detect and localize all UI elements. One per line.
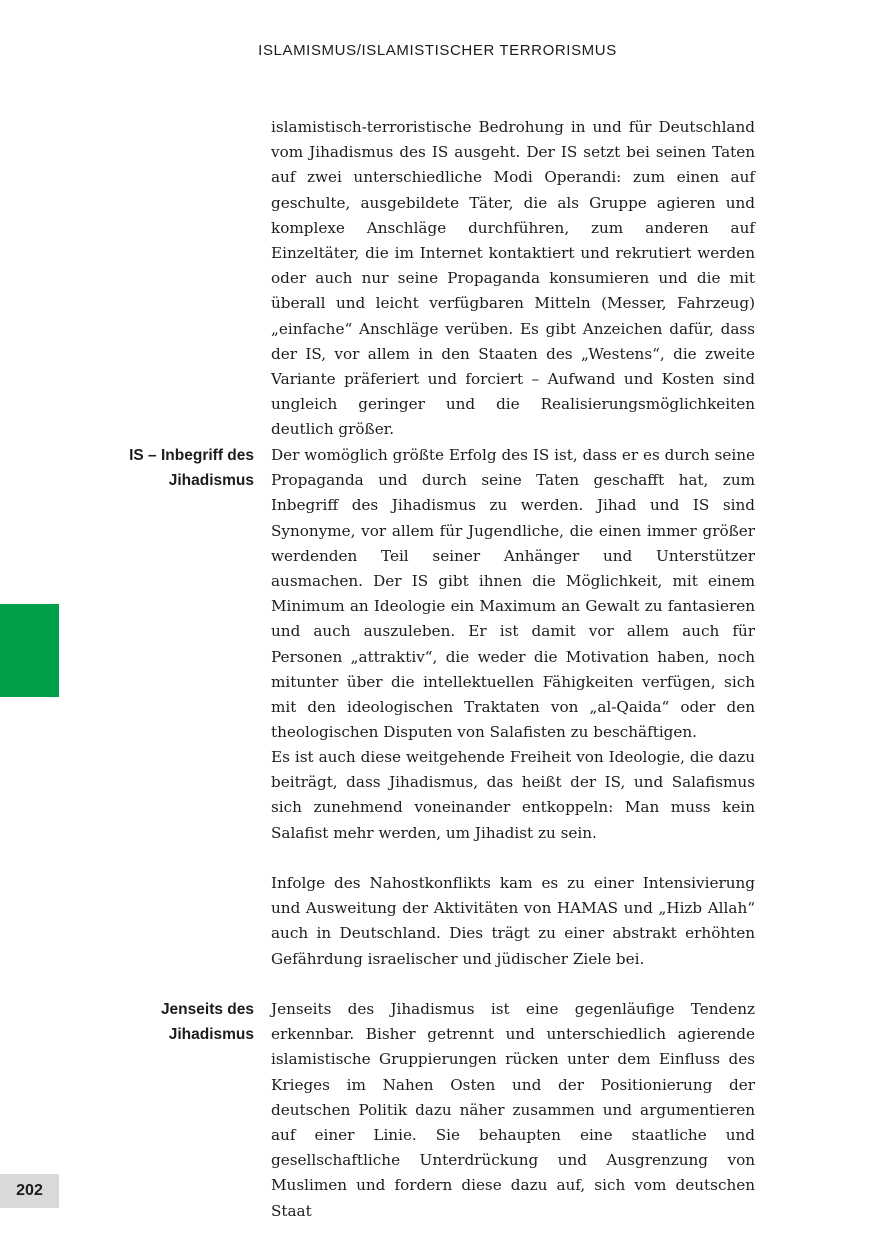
paragraph-nahostkonflikt: Infolge des Nahostkonflikts kam es zu einer Intensivierung und Ausweitung der Aktivitäten von HAMAS und „Hizb Allah“ auch in Deutschland. Dies trägt zu einer abstrakt erhöhten Gefährdung israelischer und jüdischer Ziele bei. bbox=[271, 874, 755, 968]
margin-note-line: Jihadismus bbox=[168, 472, 254, 490]
paragraph-jenseits: Jenseits des Jihadismus ist eine gegenläufige Tendenz erkennbar. Bisher getrennt und unterschiedlich agierende islamistische Gruppierungen rücken unter dem Einfluss des Krieges im Nahen Osten und der Positionierung der deutschen Politik dazu näher zusammen und argumentieren auf einer Linie. Sie behaupten eine staatliche und gesellschaftliche Unterdrückung und Ausgrenzung von Muslimen und fordern diese dazu auf, sich vom deutschen Staat bbox=[271, 1000, 755, 1220]
margin-note-jenseits bbox=[96, 997, 254, 1047]
paragraph-bedrohung: islamistisch-terroristische Bedrohung in und für Deutschland vom Jihadismus des IS ausgeht. Der IS setzt bei seinen Taten auf zwei unterschiedliche Modi Operandi: zum einen auf geschulte, ausgebildete Täter, die als Gruppe agieren und komplexe Anschläge durchführen, zum anderen auf Einzeltäter, die im Internet kontaktiert und rekrutiert werden oder auch nur seine Propaganda konsumieren und die mit überall und leicht verfügbaren Mitteln (Messer, Fahrzeug) „einfache“ Anschläge verüben. Es gibt Anzeichen dafür, dass der IS, vor allem in den Staaten des „Westens“, die zweite Variante präferiert und forciert – Aufwand und Kosten sind ungleich geringer und die Realisierungsmöglichkeiten deutlich größer. bbox=[271, 118, 755, 439]
page-number: 202 bbox=[0, 1174, 59, 1208]
margin-note-line: Jihadismus bbox=[168, 1026, 254, 1044]
chapter-color-tab bbox=[0, 604, 59, 697]
paragraph-is-erfolg: Der womöglich größte Erfolg des IS ist, dass er es durch seine Propaganda und durch seine Taten geschafft hat, zum Inbegriff des Jihadismus zu werden. Jihad und IS sind Synonyme, vor allem für Jugendliche, die einen immer größer werdenden Teil seiner Anhänger und Unterstützer ausmachen. Der IS gibt ihnen die Möglichkeit, mit einem Minimum an Ideologie ein Maximum an Gewalt zu fantasieren und auch auszuleben. Er ist damit vor allem auch für Personen „attraktiv“, die weder die Motivation haben, noch mitunter über die intellektuellen Fähigkeiten verfügen, sich mit den ideologischen Traktaten von „al-Qaida“ oder den theologischen Disputen von Salafisten zu beschäftigen. bbox=[271, 446, 755, 742]
margin-note-line: Jenseits des bbox=[160, 1001, 254, 1018]
paragraph-freiheit-ideologie: Es ist auch diese weitgehende Freiheit von Ideologie, die dazu beiträgt, dass Jihadismus, das heißt der IS, und Salafismus sich zunehmend voneinander entkoppeln: Man muss kein Salafist mehr werden, um Jihadist zu sein. bbox=[271, 748, 755, 842]
running-header: ISLAMISMUS/ISLAMISTISCHER TERRORISMUS bbox=[258, 42, 617, 59]
margin-note-line: IS – Inbegriff des bbox=[129, 447, 254, 464]
margin-note-is-inbegriff bbox=[96, 443, 254, 493]
